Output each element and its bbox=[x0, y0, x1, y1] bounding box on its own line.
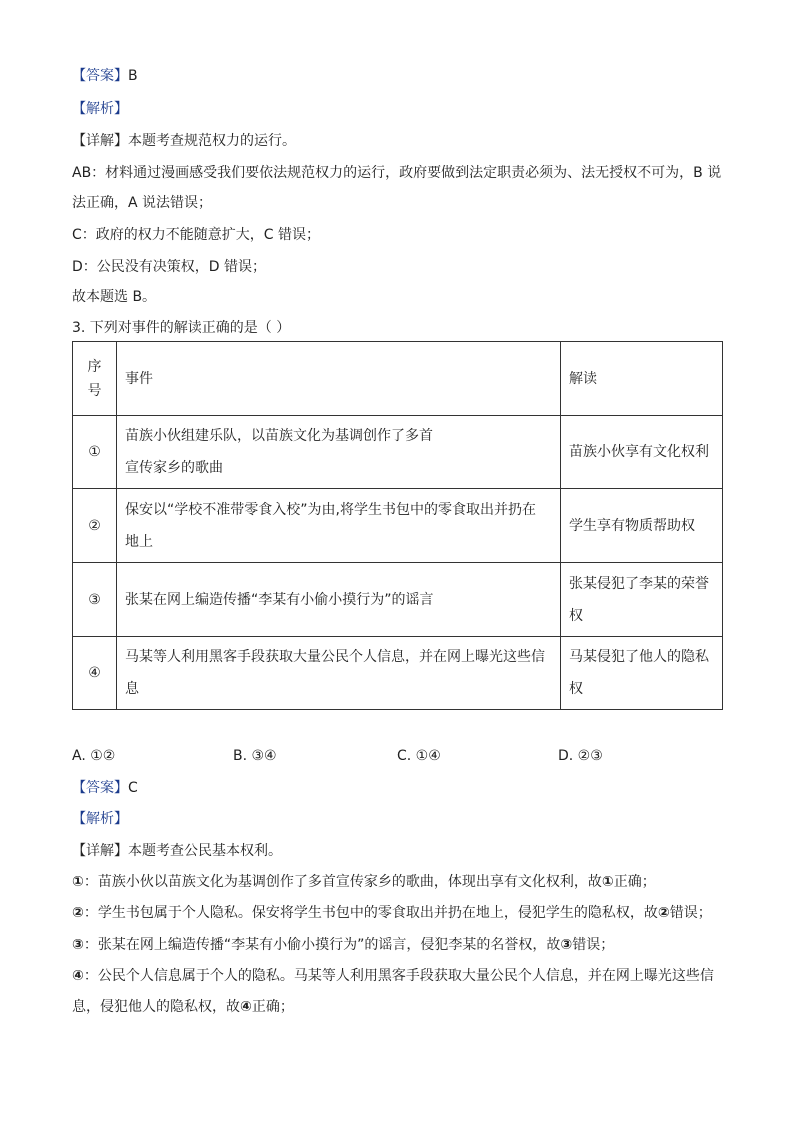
analysis-item-continued bbox=[72, 997, 294, 1017]
row-event-line: 苗族小伙组建乐队，以苗族文化为基调创作了多首 bbox=[125, 428, 433, 444]
detail-line-2 bbox=[72, 841, 282, 861]
row-event-line: 宣传家乡的歌曲 bbox=[125, 460, 223, 476]
analysis-item bbox=[72, 935, 614, 955]
option-d[interactable]: D. ②③ bbox=[558, 748, 603, 764]
explanation-line: AB：材料通过漫画感受我们要依法规范权力的运行，政府要做到法定职责必须为、法无授权不可为，B 说 bbox=[72, 165, 722, 181]
table-row bbox=[73, 563, 723, 637]
row-number: ④ bbox=[73, 637, 117, 710]
row-event: 张某在网上编造传播“李某有小偷小摸行为”的谣言 bbox=[117, 563, 561, 637]
row-number: ① bbox=[73, 416, 117, 489]
row-interpretation: 学生享有物质帮助权 bbox=[561, 489, 723, 563]
item-mark: ③ bbox=[560, 937, 573, 953]
option-b[interactable]: B. ③④ bbox=[233, 748, 277, 764]
item-mark: ① bbox=[601, 874, 614, 890]
detail-tag: 【详解】 bbox=[72, 843, 128, 859]
item-text: ：张某在网上编造传播“李某有小偷小摸行为”的谣言，侵犯李某的名誉权，故 bbox=[83, 937, 561, 953]
answer-line-1 bbox=[72, 66, 138, 86]
item-text: ：公民个人信息属于个人的隐私。马某等人利用黑客手段获取大量公民个人信息，并在网上曝光这些信 bbox=[83, 968, 714, 984]
answer-value: B bbox=[128, 68, 138, 84]
analysis-line-2 bbox=[72, 809, 128, 829]
row-interp-line: 张某侵犯了李某的荣誉 bbox=[569, 575, 709, 592]
row-event-line: 息 bbox=[125, 681, 139, 697]
question-stem: 3. 下列对事件的解读正确的是（ ） bbox=[72, 320, 291, 336]
table-row bbox=[73, 489, 723, 563]
row-event-line: 马某等人利用黑客手段获取大量公民个人信息，并在网上曝光这些信 bbox=[125, 649, 545, 665]
row-interpretation: 苗族小伙享有文化权利 bbox=[561, 416, 723, 489]
table-row bbox=[73, 637, 723, 710]
row-event bbox=[117, 637, 561, 710]
option-a[interactable]: A. ①② bbox=[72, 748, 116, 764]
row-interp-line: 马某侵犯了他人的隐私 bbox=[569, 649, 709, 665]
row-event-line: 地上 bbox=[125, 533, 153, 550]
explanation-line: 法正确，A 说法错误； bbox=[72, 195, 213, 211]
row-interp-line: 权 bbox=[569, 681, 583, 697]
header-number: 序 号 bbox=[73, 342, 117, 416]
row-number: ③ bbox=[73, 563, 117, 637]
row-event bbox=[117, 416, 561, 489]
item-mark: ③ bbox=[72, 937, 84, 953]
analysis-tag: 【解析】 bbox=[72, 101, 128, 117]
item-result: 正确； bbox=[251, 999, 294, 1015]
detail-text: 本题考查规范权力的运行。 bbox=[128, 133, 296, 149]
answer-line-2 bbox=[72, 778, 138, 798]
answer-value: C bbox=[128, 780, 138, 796]
item-mark: ④ bbox=[240, 999, 252, 1015]
explanation-line: C：政府的权力不能随意扩大，C 错误； bbox=[72, 227, 320, 243]
analysis-item bbox=[72, 966, 714, 986]
item-result: 正确； bbox=[613, 874, 656, 890]
table-row bbox=[73, 416, 723, 489]
item-text: ：苗族小伙以苗族文化为基调创作了多首宣传家乡的歌曲，体现出享有文化权利，故 bbox=[83, 874, 602, 890]
analysis-item bbox=[72, 872, 656, 892]
row-event bbox=[117, 489, 561, 563]
answer-tag: 【答案】 bbox=[72, 780, 128, 796]
item-text: ：学生书包属于个人隐私。保安将学生书包中的零食取出并扔在地上，侵犯学生的隐私权，故 bbox=[83, 905, 658, 921]
question-table bbox=[72, 341, 723, 710]
row-interpretation bbox=[561, 637, 723, 710]
analysis-line-1 bbox=[72, 99, 128, 119]
row-interp-line: 权 bbox=[569, 607, 583, 624]
row-number: ② bbox=[73, 489, 117, 563]
row-event-line: 保安以“学校不准带零食入校”为由,将学生书包中的零食取出并扔在 bbox=[125, 501, 536, 518]
analysis-item bbox=[72, 903, 712, 923]
explanation-line: D：公民没有决策权，D 错误； bbox=[72, 259, 267, 275]
header-event: 事件 bbox=[117, 342, 561, 416]
table-header-row bbox=[73, 342, 723, 416]
item-mark: ② bbox=[657, 905, 670, 921]
detail-text: 本题考查公民基本权利。 bbox=[128, 843, 282, 859]
option-c[interactable]: C. ①④ bbox=[397, 748, 441, 764]
item-result: 错误； bbox=[572, 937, 615, 953]
answer-tag: 【答案】 bbox=[72, 68, 128, 84]
header-interpretation: 解读 bbox=[561, 342, 723, 416]
item-mark: ② bbox=[72, 905, 84, 921]
row-interpretation bbox=[561, 563, 723, 637]
analysis-tag: 【解析】 bbox=[72, 811, 128, 827]
item-result: 错误； bbox=[669, 905, 712, 921]
detail-tag: 【详解】 bbox=[72, 133, 128, 149]
item-text: 息，侵犯他人的隐私权，故 bbox=[72, 999, 240, 1015]
detail-line-1 bbox=[72, 131, 296, 151]
item-mark: ④ bbox=[72, 968, 84, 984]
explanation-line: 故本题选 B。 bbox=[72, 289, 157, 305]
item-mark: ① bbox=[72, 874, 84, 890]
